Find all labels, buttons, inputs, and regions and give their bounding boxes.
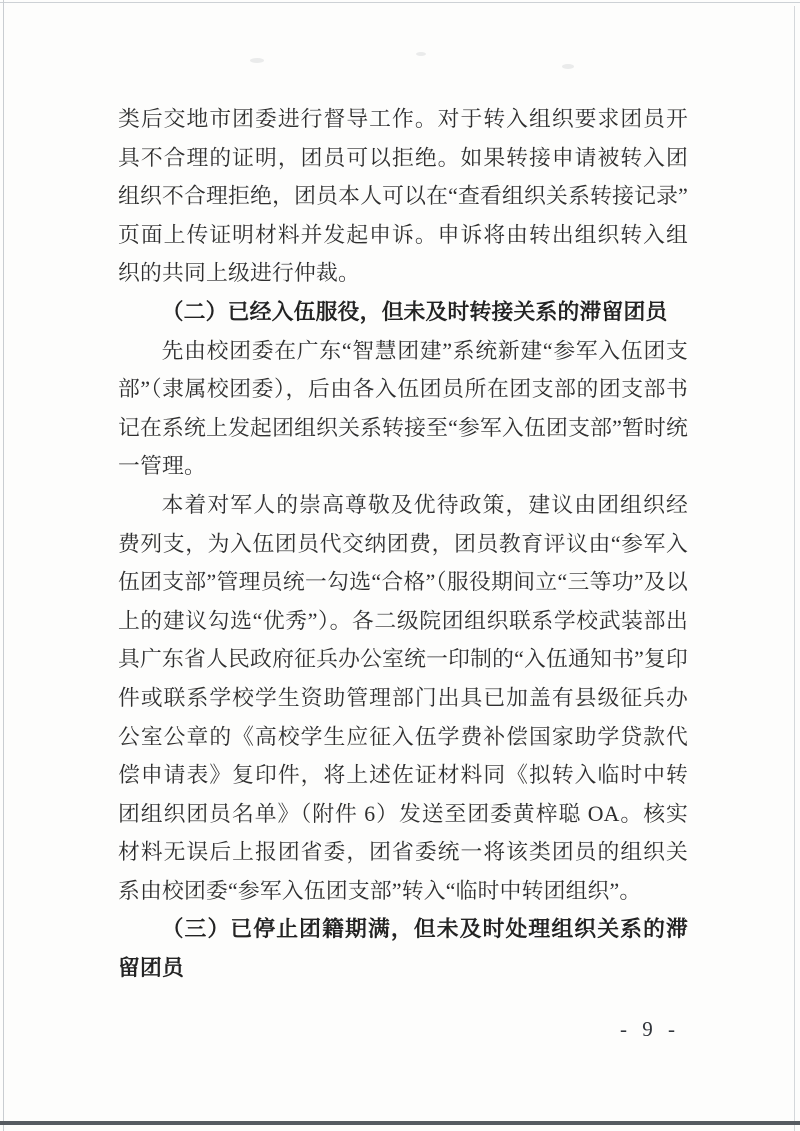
scan-edge-right	[794, 6, 795, 1131]
scan-smudge	[562, 64, 574, 69]
section-heading-3: （三）已停止团籍期满，但未及时处理组织关系的滞留团员	[118, 917, 688, 981]
paragraph-body: 本着对军人的崇高尊敬及优待政策，建议由团组织经费列支，为入伍团员代交纳团费，团员教育评议由“参军入伍团支部”管理员统一勾选“合格”（服役期间立“三等功”及以上的建议勾选“优秀”）。各二级院团组织联系学校武装部出具广东省人民政府征兵办公室统一印制的“入伍通知书”复印件或联系学校学生资助管理部门出具已加盖有县级征兵办公室公章的《高校学生应征入伍学费补偿国家助学贷款代偿申请表》复印件，将上述佐证材料同《拟转入临时中转团组织团员名单》（附件 6）发送至团委黄梓聪 OA。核实材料无误后上报团省委，团省委统一将该类团员的组织关系由校团委“参军入伍团支部”转入“临时中转团组织”。	[118, 492, 688, 903]
paragraph-body: 先由校团委在广东“智慧团建”系统新建“参军入伍团支部”（隶属校团委），后由各入伍团员所在团支部的团支部书记在系统上发起团组织关系转接至“参军入伍团支部”暂时统一管理。	[118, 338, 688, 479]
paragraph-continuation: 类后交地市团委进行督导工作。对于转入组织要求团员开具不合理的证明，团员可以拒绝。如果转接申请被转入团组织不合理拒绝，团员本人可以在“查看组织关系转接记录”页面上传证明材料并发起申诉。申诉将由转出组织转入组织的共同上级进行仲裁。	[118, 107, 688, 286]
document-text-column	[118, 100, 688, 988]
page-number: - 9 -	[620, 1017, 680, 1041]
scan-edge-top	[0, 2, 800, 3]
scan-smudge	[250, 58, 264, 63]
scan-edge-left	[3, 0, 4, 1131]
scan-edge-bottom	[0, 1121, 800, 1125]
section-heading-2: （二）已经入伍服役，但未及时转接关系的滞留团员	[161, 299, 668, 324]
scan-smudge	[416, 52, 426, 56]
